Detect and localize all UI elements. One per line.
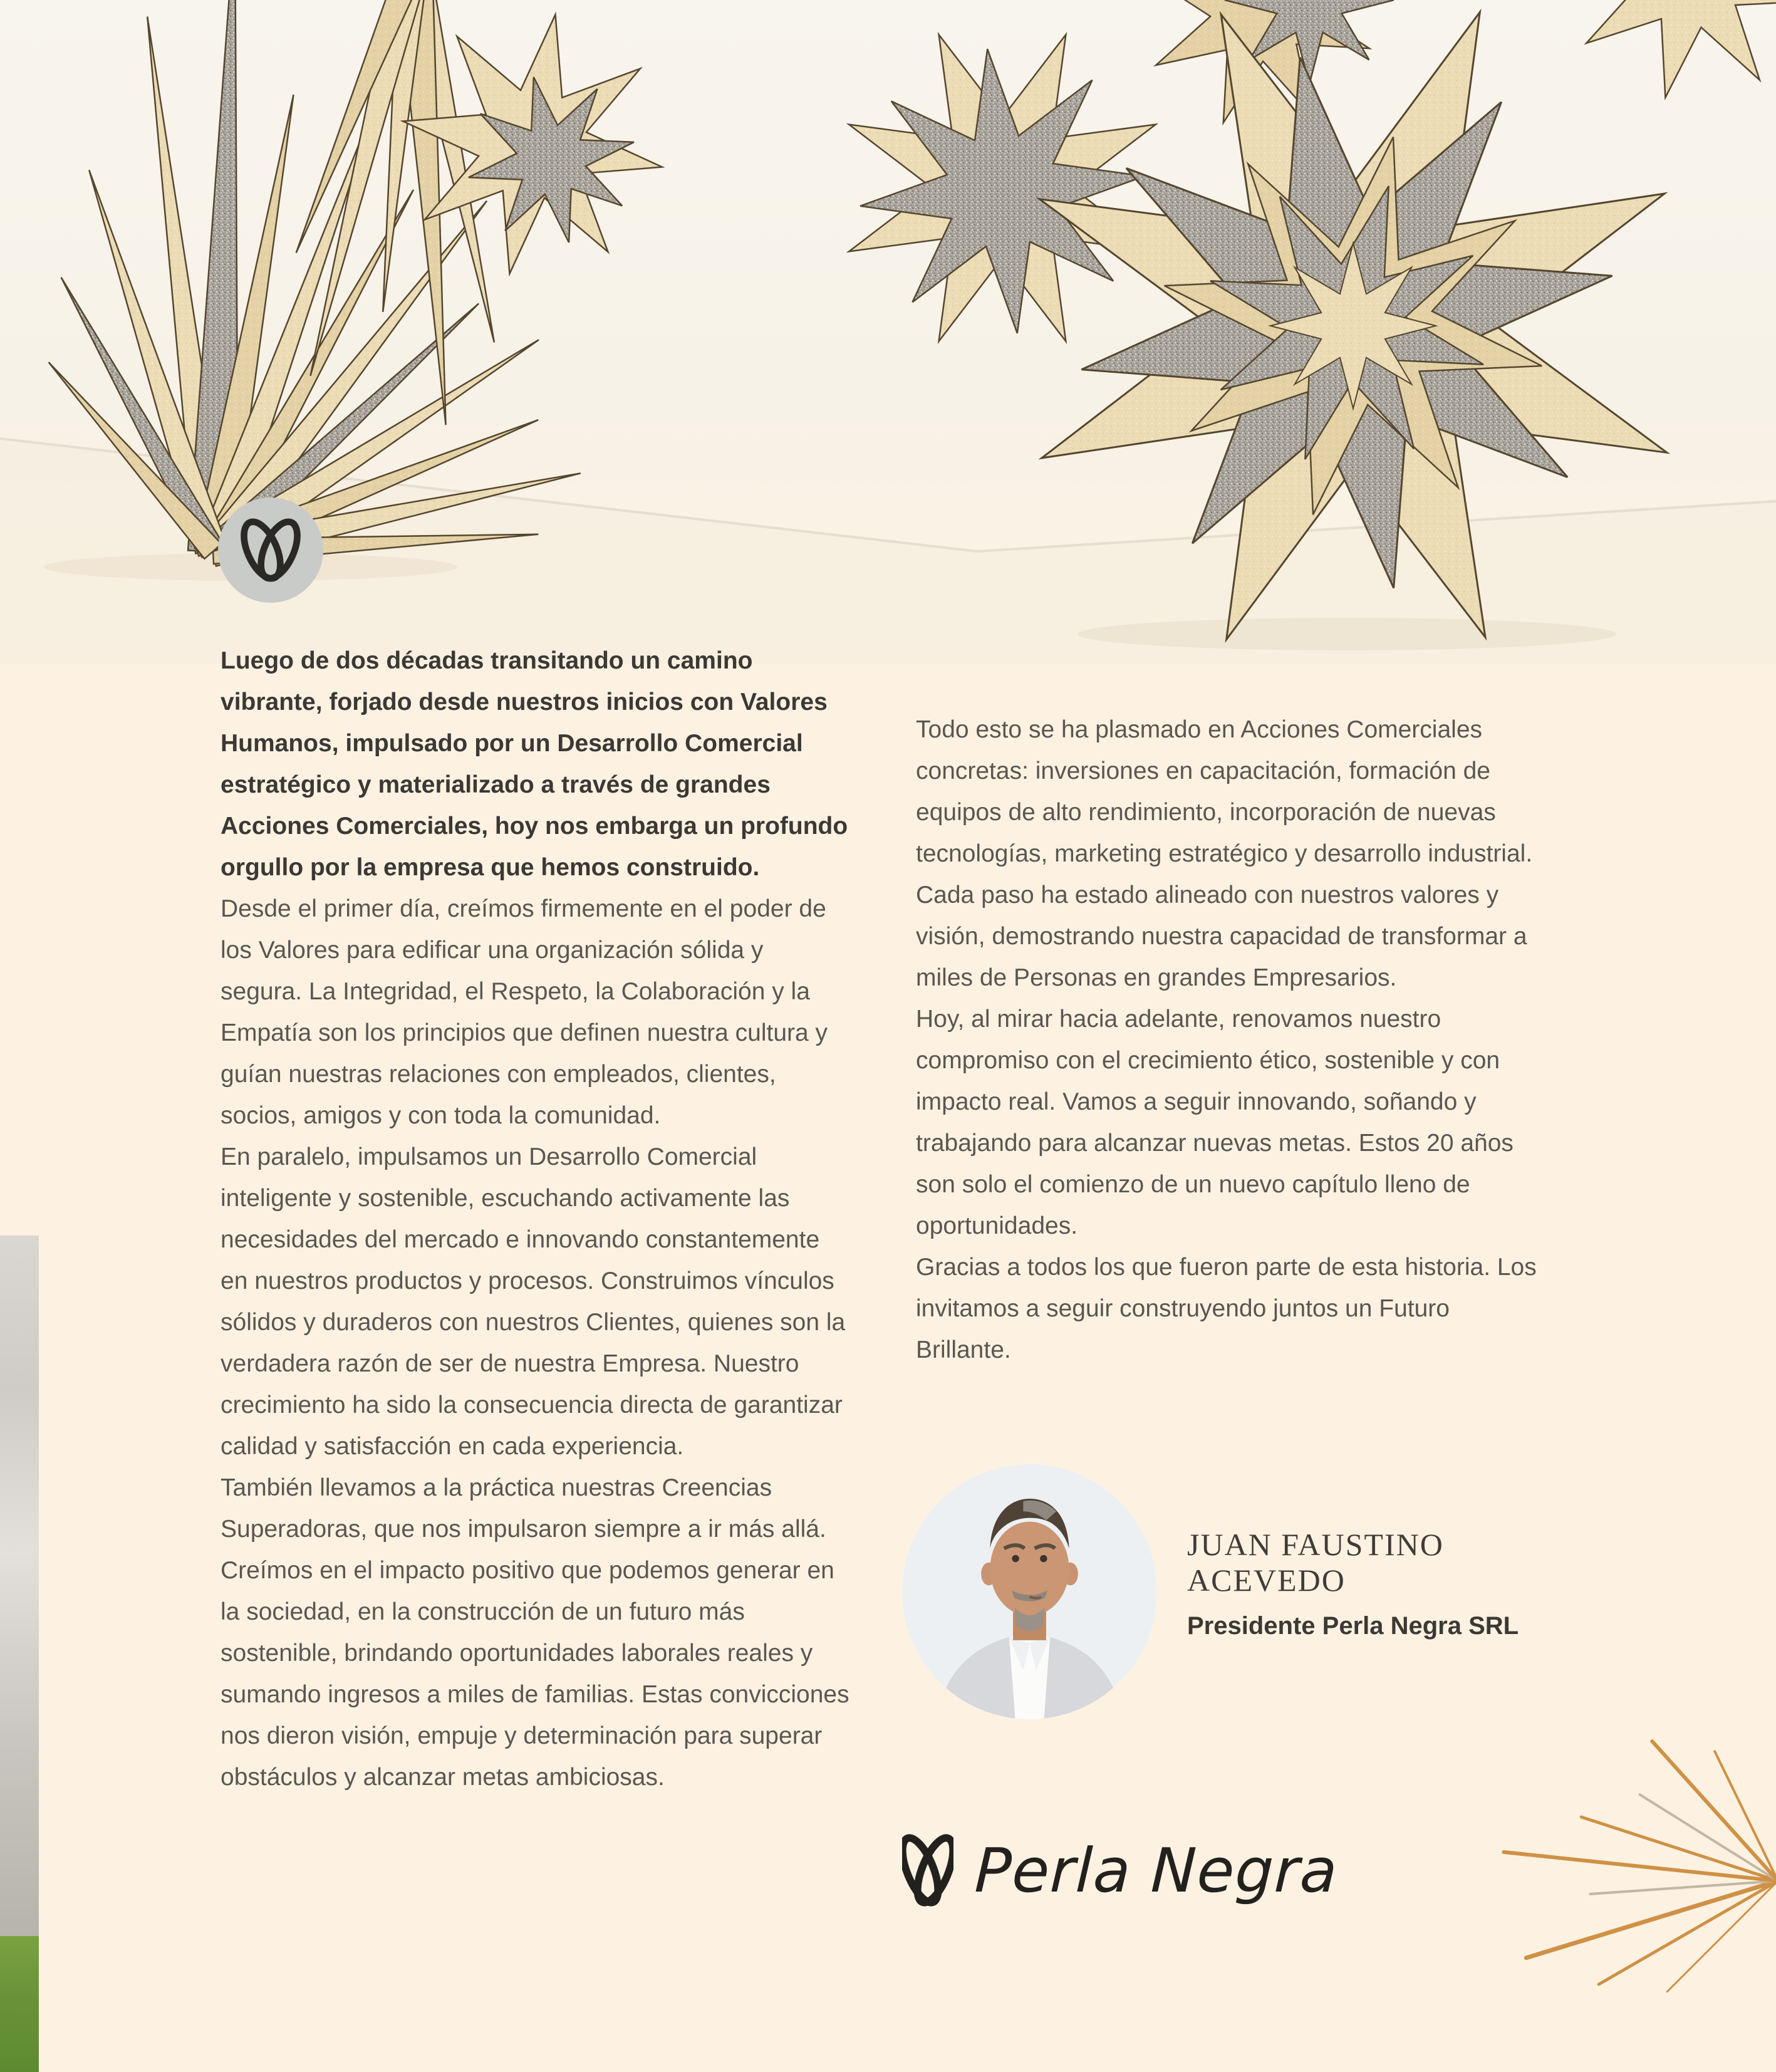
logo-wordmark: Perla Negra — [974, 1835, 1339, 1906]
president-name — [1187, 1527, 1519, 1598]
brand-badge — [218, 497, 323, 603]
intro-paragraph: Luego de dos décadas transitando un camino vibrante, forjado desde nuestros inicios con Valores Humanos, impulsado por un Desarrollo Comercial estratégico y materializado a través de grandes Acciones Comerciales, hoy nos embarga un profundo orgullo por la empresa que hemos construido. — [221, 647, 848, 881]
president-title: Presidente Perla Negra SRL — [1187, 1612, 1519, 1640]
perla-negra-logo — [902, 1828, 1337, 1912]
signature-block — [902, 1464, 1519, 1719]
paragraph: Gracias a todos los que fueron parte de esta historia. Los invitamos a seguir construyendo juntos un Futuro Brillante. — [916, 1254, 1537, 1363]
gold-rays-decoration — [1497, 1685, 1776, 2072]
paragraph: También llevamos a la práctica nuestras Creencias Superadoras, que nos impulsaron siempre a ir más allá. Creímos en el impacto positivo que podemos generar en la sociedad, en la construcción de un futuro más sostenible, brindando oportunidades laborales reales y sumando ingresos a miles de familias. Estas convicciones nos dieron visión, empuje y determinación para superar obstáculos y alcanzar metas ambiciosas. — [221, 1474, 849, 1791]
paragraph: Desde el primer día, creímos firmemente en el poder de los Valores para edificar una organización sólida y segura. La Integridad, el Respeto, la Colaboración y la Empatía son los principios que definen nuestra cultura y guían nuestras relaciones con empleados, clientes, socios, amigos y con toda la comunidad. — [221, 895, 828, 1129]
edge-photo-wall — [0, 1236, 39, 1936]
signature-text — [1187, 1527, 1519, 1640]
name-line-1: JUAN FAUSTINO — [1187, 1527, 1444, 1562]
paragraph: Todo esto se ha plasmado en Acciones Comerciales concretas: inversiones en capacitación, formación de equipos de alto rendimiento, incorporación de nuevas tecnologías, marketing estratégico y desarrollo industrial. Cada paso ha estado alineado con nuestros valores y visión, demostrando nuestra capacidad de transformar a miles de Personas en grandes Empresarios. — [916, 716, 1533, 991]
letter-left-column — [221, 640, 849, 1798]
left-edge-photo — [0, 1236, 39, 2072]
portrait-illustration — [902, 1464, 1157, 1719]
letter-right-column — [916, 709, 1551, 1371]
paragraph: En paralelo, impulsamos un Desarrollo Comercial inteligente y sostenible, escuchando activamente las necesidades del mercado e innovando constantemente en nuestros productos y procesos. Construimos vínculos sólidos y duraderos con nuestros Clientes, quienes son la verdadera razón de ser de nuestra Empresa. Nuestro crecimiento ha sido la consecuencia directa de garantizar calidad y satisfacción en cada experiencia. — [221, 1143, 846, 1460]
name-line-2: ACEVEDO — [1187, 1563, 1346, 1598]
perla-heart-icon — [236, 513, 305, 588]
perla-heart-icon — [902, 1828, 953, 1912]
edge-photo-grass — [0, 1936, 39, 2072]
paragraph: Hoy, al mirar hacia adelante, renovamos nuestro compromiso con el crecimiento ético, sostenible y con impacto real. Vamos a seguir innovando, soñando y trabajando para alcanzar nuevas metas. Estos 20 años son solo el comienzo de un nuevo capítulo lleno de oportunidades. — [916, 1006, 1514, 1239]
president-portrait-photo — [902, 1464, 1157, 1719]
